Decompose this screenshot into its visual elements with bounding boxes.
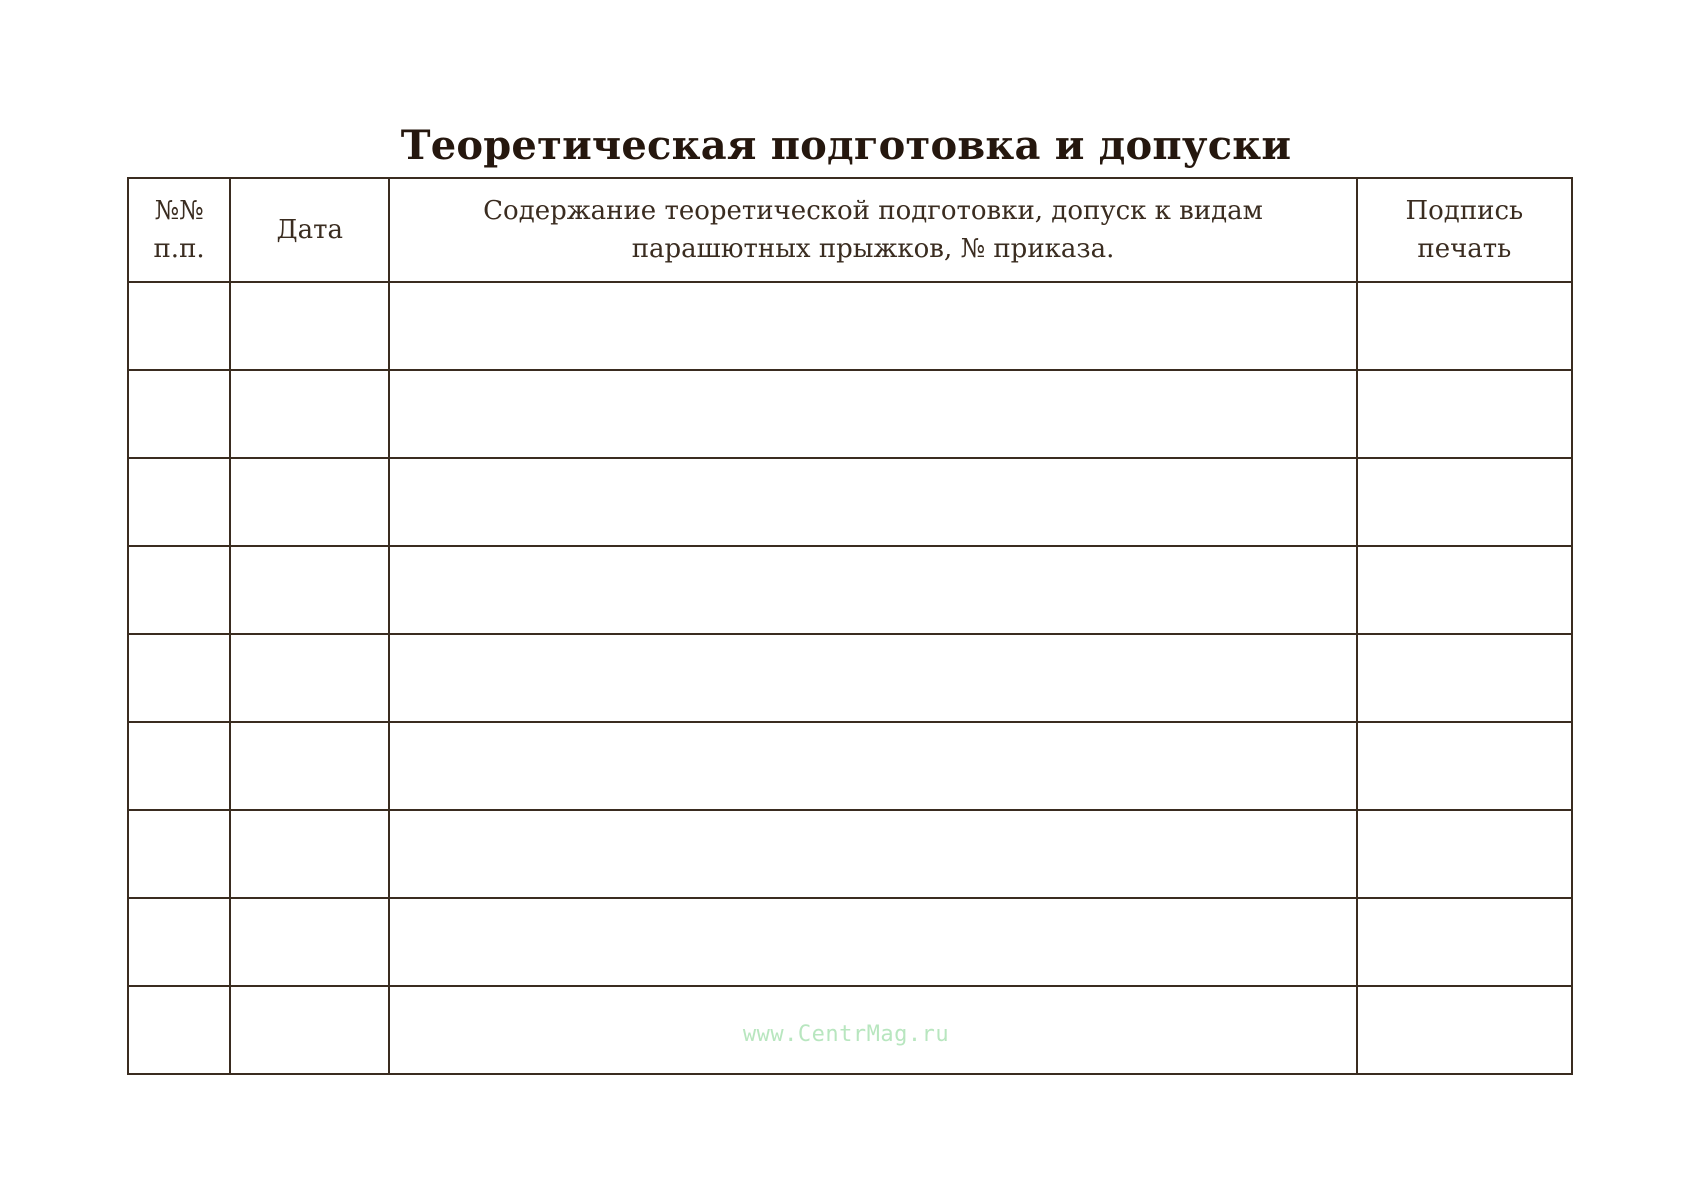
- header-number: [128, 178, 230, 282]
- header-content: [389, 178, 1356, 282]
- cell-content[interactable]: [389, 722, 1356, 810]
- cell-signature[interactable]: [1357, 370, 1572, 458]
- cell-number[interactable]: [128, 282, 230, 370]
- watermark: www.CentrMag.ru: [742, 1022, 950, 1047]
- table-row: [128, 898, 1572, 986]
- cell-signature[interactable]: [1357, 722, 1572, 810]
- cell-number[interactable]: [128, 898, 230, 986]
- cell-signature[interactable]: [1357, 458, 1572, 546]
- cell-number[interactable]: [128, 458, 230, 546]
- header-signature-line-1: Подпись: [1405, 196, 1524, 226]
- cell-content[interactable]: [389, 898, 1356, 986]
- cell-number[interactable]: [128, 546, 230, 634]
- cell-signature[interactable]: [1357, 282, 1572, 370]
- table-row: [128, 634, 1572, 722]
- cell-content[interactable]: [389, 634, 1356, 722]
- table-row: [128, 282, 1572, 370]
- cell-date[interactable]: [230, 282, 389, 370]
- table-row: [128, 458, 1572, 546]
- cell-number[interactable]: [128, 634, 230, 722]
- cell-signature[interactable]: [1357, 634, 1572, 722]
- header-content-line-2: парашютных прыжков, № приказа.: [631, 234, 1115, 264]
- cell-number[interactable]: [128, 722, 230, 810]
- header-date: [230, 178, 389, 282]
- header-signature: [1357, 178, 1572, 282]
- journal-table: [127, 177, 1573, 1075]
- cell-date[interactable]: [230, 370, 389, 458]
- cell-date[interactable]: [230, 546, 389, 634]
- cell-number[interactable]: [128, 370, 230, 458]
- cell-date[interactable]: [230, 722, 389, 810]
- cell-date[interactable]: [230, 898, 389, 986]
- table-row: [128, 546, 1572, 634]
- cell-content[interactable]: [389, 370, 1356, 458]
- header-number-line-2: п.п.: [153, 234, 205, 264]
- header-number-line-1: №№: [154, 196, 204, 226]
- cell-content[interactable]: [389, 810, 1356, 898]
- cell-number[interactable]: [128, 810, 230, 898]
- cell-date[interactable]: [230, 634, 389, 722]
- cell-signature[interactable]: [1357, 810, 1572, 898]
- table-row: [128, 810, 1572, 898]
- cell-date[interactable]: [230, 810, 389, 898]
- table-row: [128, 722, 1572, 810]
- cell-signature[interactable]: [1357, 898, 1572, 986]
- cell-date[interactable]: [230, 458, 389, 546]
- header-date-label: Дата: [276, 215, 344, 245]
- cell-content[interactable]: [389, 458, 1356, 546]
- table-body: [128, 282, 1572, 1074]
- cell-signature[interactable]: [1357, 546, 1572, 634]
- header-signature-line-2: печать: [1417, 234, 1512, 264]
- cell-content[interactable]: [389, 282, 1356, 370]
- table-header-row: [128, 178, 1572, 282]
- header-content-line-1: Содержание теоретической подготовки, допуск к видам: [483, 196, 1263, 226]
- table-row: [128, 370, 1572, 458]
- page-title: Теоретическая подготовка и допуски: [400, 122, 1292, 169]
- cell-content[interactable]: [389, 546, 1356, 634]
